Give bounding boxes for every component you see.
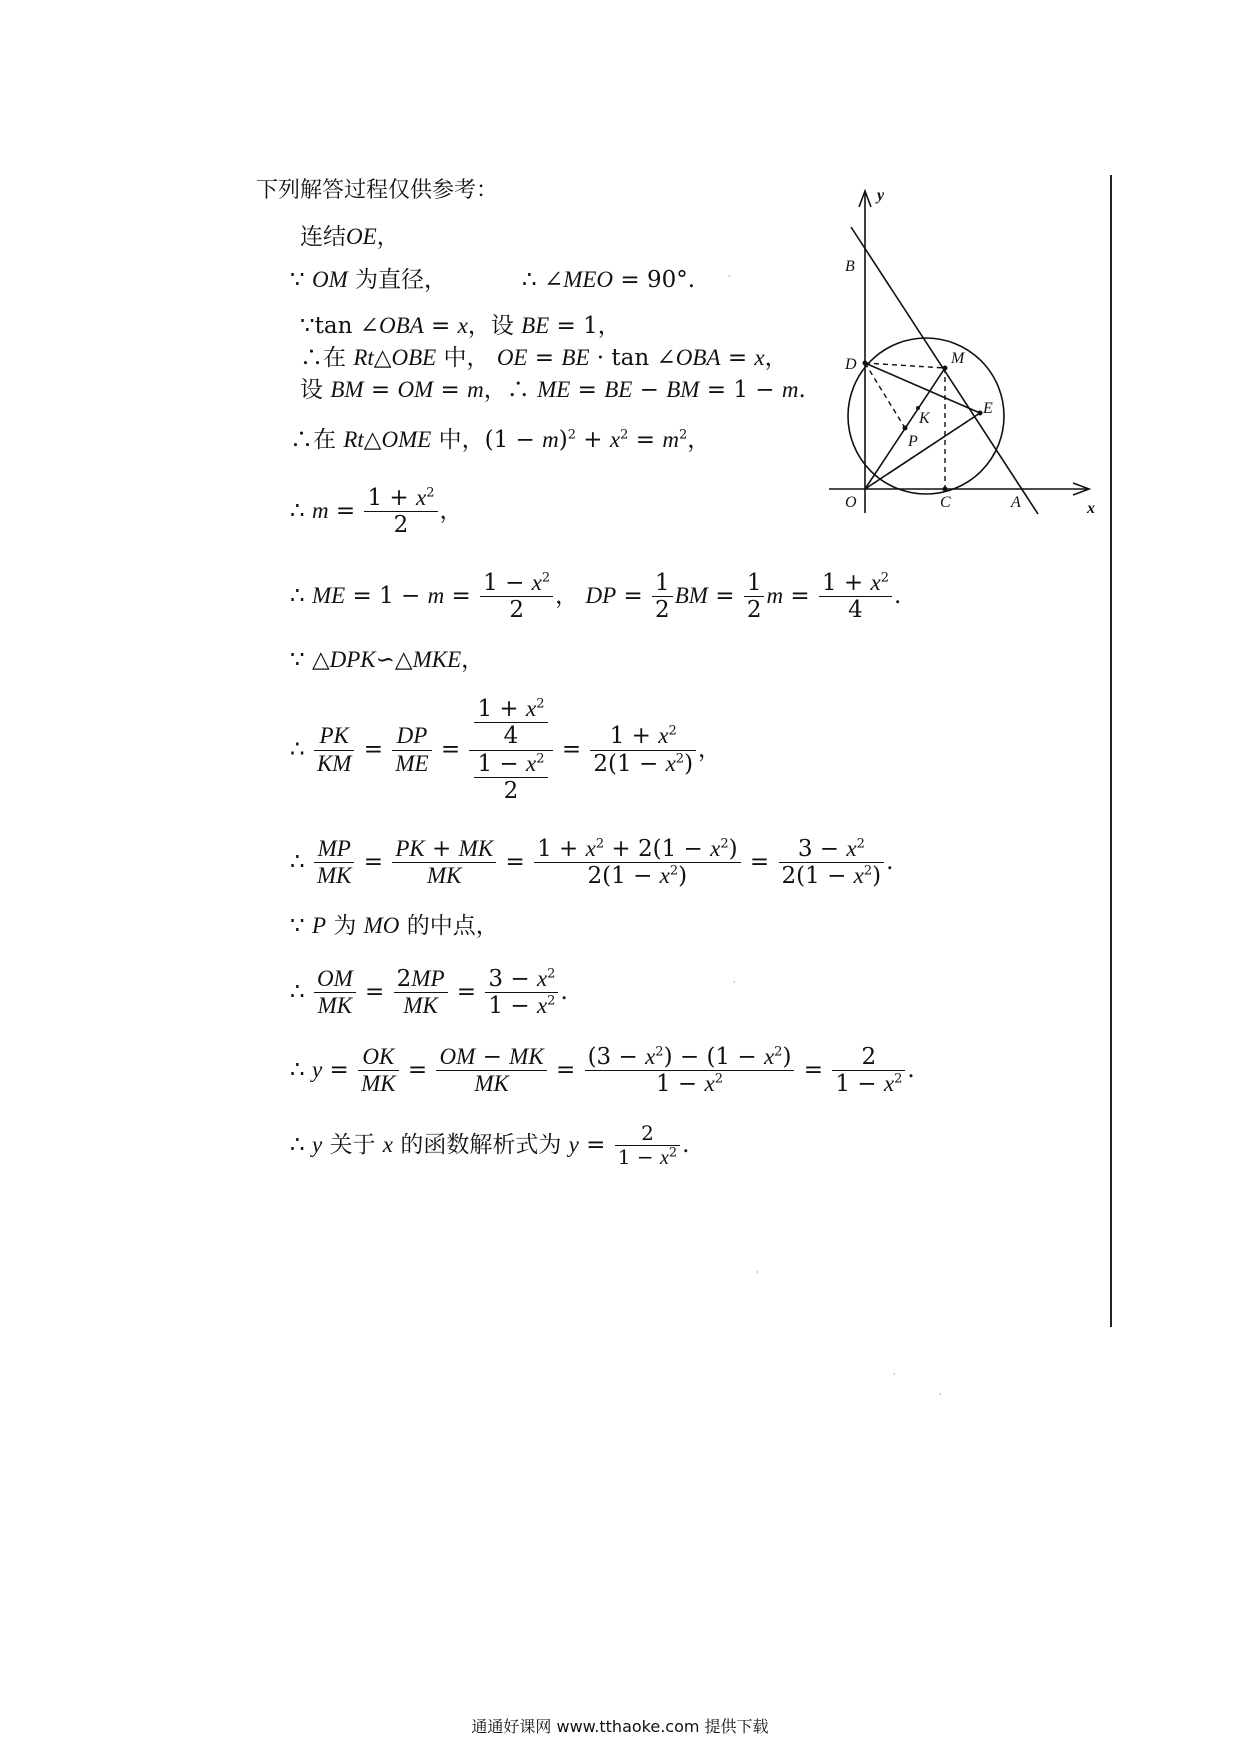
- step-y-derivation: ∴ y = $\frac{OK}{MK}$ = $\frac{OM - MK}{MK}$ = $\frac{(3 - x^2) - (1 - x^2)}{1 - x^2}$ = $\frac{2}{1 - x^2}$ .: [290, 1044, 915, 1098]
- label-d: D: [845, 356, 857, 373]
- step-tan-def: ∵tan ∠OBA = x，设 BE = 1，: [300, 313, 621, 339]
- step-right-angle: ∴ ∠MEO = 90°.: [522, 267, 696, 293]
- point-e: [978, 411, 983, 416]
- label-e: E: [983, 400, 993, 417]
- page-border-rule: [1110, 175, 1112, 1327]
- step-conclusion: ∴ y 关于 x 的函数解析式为 y = $\frac{2}{1 - x^2}$ .: [290, 1121, 690, 1169]
- step-pk-km: ∴ $\frac{PK}{KM}$ = $\frac{DP}{ME}$ = $\frac{\frac{1 + x^2}{4}}{\frac{1 - x^2}{2}}$ = $\frac{1 + x^2}{2(1 - x^2)}$ ，: [290, 696, 722, 805]
- label-b: B: [845, 258, 855, 275]
- label-x: x: [1087, 500, 1095, 517]
- scan-speck: ·: [893, 1370, 896, 1379]
- label-k: K: [919, 410, 930, 427]
- label-m: M: [951, 350, 965, 367]
- geometry-figure: [815, 183, 1110, 528]
- step-diameter: ∵ OM 为直径，: [290, 267, 448, 293]
- label-p: P: [908, 433, 918, 450]
- scan-speck: ·: [756, 1268, 759, 1277]
- label-c: C: [940, 494, 951, 511]
- step-similar: ∵ △DPK∽△MKE，: [290, 647, 485, 673]
- point-p: [903, 426, 908, 431]
- label-y: y: [877, 187, 885, 204]
- segment-dm: [865, 363, 945, 368]
- step-connect-oe: 连结OE，: [300, 224, 400, 250]
- segment-dp: [865, 363, 905, 428]
- point-m: [943, 366, 948, 371]
- scan-speck: ·: [728, 272, 731, 281]
- label-o: O: [845, 494, 857, 511]
- scan-speck: ·: [939, 1390, 942, 1399]
- solution-intro: 下列解答过程仅供参考：: [256, 178, 499, 203]
- footer-watermark: 通通好课网 www.tthaoke.com 提供下载: [471, 1717, 769, 1736]
- segment-de: [865, 363, 980, 413]
- step-pythagoras: ∴在 Rt△OME 中，$(1 - m)^2 + x^2 = m^2$，: [290, 427, 711, 453]
- step-midpoint: ∵ P 为 MO 的中点，: [290, 913, 499, 939]
- label-a: A: [1011, 494, 1021, 511]
- step-m-value: ∴ m = $\frac{1 + x^2}{2}$ ，: [290, 485, 463, 539]
- point-c: [943, 487, 948, 492]
- scan-speck: ·: [733, 978, 736, 987]
- step-mp-mk: ∴ $\frac{MP}{MK}$ = $\frac{PK + MK}{MK}$ = $\frac{1 + x^2 + 2(1 - x^2)}{2(1 - x^2)}$ = $\frac{3 - x^2}{2(1 - x^2)}$ .: [290, 836, 894, 890]
- step-oe-value: ∴在 Rt△OBE 中， OE = BE · tan ∠OBA = x，: [300, 345, 788, 371]
- step-om-mk: ∴ $\frac{OM}{MK}$ = $\frac{2MP}{MK}$ = $\frac{3 - x^2}{1 - x^2}$ .: [290, 966, 568, 1020]
- step-me-dp: ∴ ME = 1 − m = $\frac{1 - x^2}{2}$ ， DP = $\frac{1}{2}$ BM = $\frac{1}{2}$ m = $\frac{1 + x^2}{4}$ .: [290, 570, 902, 624]
- point-d: [863, 361, 868, 366]
- step-me-value: 设 BM = OM = m，∴ ME = BE − BM = 1 − m.: [300, 377, 806, 403]
